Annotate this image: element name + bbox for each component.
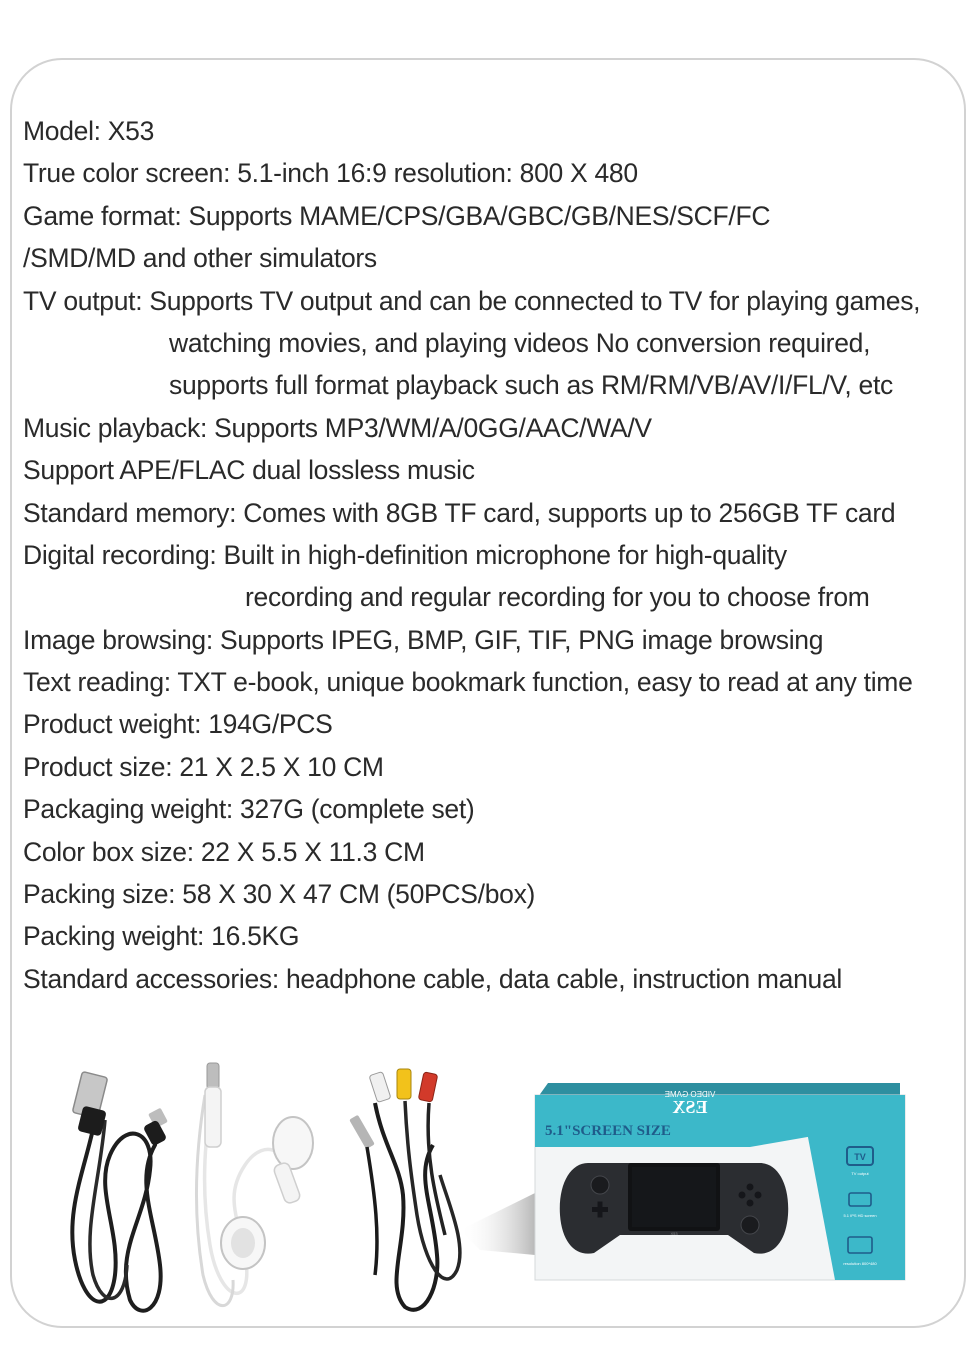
spec-recording: Digital recording: Built in high-definition microphone for high-quality: [23, 539, 787, 570]
spec-text-reading: Text reading: TXT e-book, unique bookmark function, easy to read at any time: [23, 667, 913, 698]
spec-game-format: Game format: Supports MAME/CPS/GBA/GBC/GB/NES/SCF/FC: [23, 200, 771, 231]
spec-packing-weight: Packing weight: 16.5KG: [23, 921, 300, 952]
spec-model: Model: X53: [23, 116, 155, 146]
box-feature-ips: 5.1 IPS HD screen: [843, 1213, 877, 1218]
box-feature-res: resolution 800*480: [843, 1261, 877, 1266]
spec-memory: Standard memory: Comes with 8GB TF card, supports up to 256GB TF card: [23, 497, 896, 528]
box-screen-size-label: 5.1"SCREEN SIZE: [545, 1123, 671, 1139]
spec-accessories: Standard accessories: headphone cable, data cable, instruction manual: [23, 963, 843, 994]
spec-tv-output: TV output: Supports TV output and can be connected to TV for playing games,: [23, 285, 921, 316]
spec-lossless: Support APE/FLAC dual lossless music: [23, 455, 475, 486]
spec-list: [23, 110, 973, 1000]
spec-image: Image browsing: Supports IPEG, BMP, GIF, TIF, PNG image browsing: [23, 624, 824, 655]
spec-color-box-size: Color box size: 22 X 5.5 X 11.3 CM: [23, 836, 425, 867]
spec-screen: True color screen: 5.1-inch 16:9 resolution: 800 X 480: [23, 158, 638, 189]
box-tv-badge: TV: [854, 1152, 866, 1162]
spec-product-size: Product size: 21 X 2.5 X 10 CM: [23, 751, 384, 782]
box-brand-label: ESX: [672, 1097, 708, 1117]
box-feature-tv: TV output: [851, 1171, 869, 1176]
spec-product-weight: Product weight: 194G/PCS: [23, 709, 333, 740]
spec-music: Music playback: Supports MP3/WM/A/0GG/AAC/WA/V: [23, 412, 652, 443]
usb-cable-image: [55, 1060, 185, 1325]
console-model-label: X53: [670, 1231, 678, 1236]
spec-packing-size: Packing size: 58 X 30 X 47 CM (50PCS/box): [23, 879, 536, 910]
spec-game-format-cont: /SMD/MD and other simulators: [23, 243, 377, 274]
box-top-label: VIDEO GAME: [664, 1090, 716, 1099]
spec-tv-output-cont-1: watching movies, and playing videos No conversion required,: [169, 327, 871, 358]
spec-recording-cont: recording and regular recording for you to choose from: [245, 582, 870, 613]
product-box-image: [460, 1075, 910, 1285]
earphones-image: [175, 1055, 325, 1325]
spec-tv-output-cont-2: supports full format playback such as RM/RM/VB/AV/I/FL/V, etc: [169, 370, 893, 401]
spec-packaging-weight: Packaging weight: 327G (complete set): [23, 794, 475, 825]
